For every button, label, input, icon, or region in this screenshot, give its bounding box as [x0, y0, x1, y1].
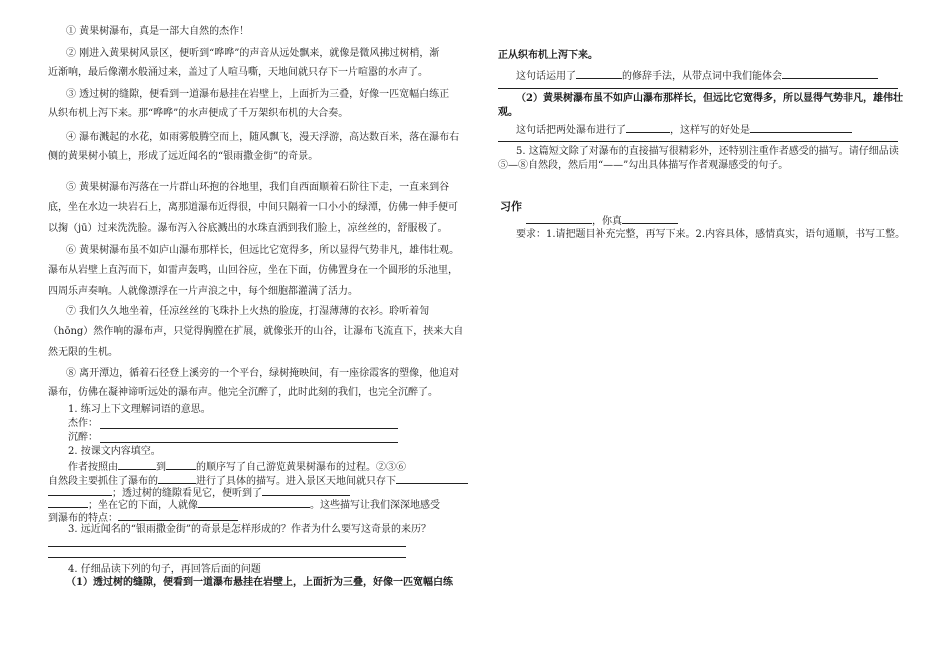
q2-line-5: 到瀑布的特点： [48, 509, 238, 525]
composition-heading: 习作 [500, 200, 522, 213]
q2-blank-to[interactable] [166, 458, 196, 470]
composition-title-blank-1[interactable] [526, 212, 592, 224]
q1-word-a: 杰作： [68, 418, 98, 429]
passage-line: ⑧ 离开潭边，循着石径登上溪旁的一个平台，绿树掩映间，有一座徐霞客的塑像，他追对 [66, 368, 460, 379]
q4-question-1: 这句话运用了 的修辞手法，从带点词中我们能体会 [516, 67, 878, 83]
passage-line: ⑦ 我们久久地坐着，任凉丝丝的飞珠扑上火热的脸庞，打湿薄薄的衣衫。聆听着訇 [66, 306, 430, 317]
composition-requirement: 要求：1.请把题目补充完整，再写下来。2.内容具体，感情真实，语句通顺，书写工整。 [516, 229, 906, 240]
question-2-title: 2. 按课文内容填空。 [68, 446, 161, 457]
q2-blank-heard[interactable] [262, 484, 350, 496]
passage-line: （hōng）然作响的瀑布声，只觉得胸膛在扩展，就像张开的山谷，让瀑布飞流直下，挟来大自 [48, 326, 464, 337]
q4-question-2: 这句话把两处瀑布进行了 ，这样写的好处是 [516, 121, 852, 137]
q2-blank-from[interactable] [118, 458, 156, 470]
question-5-continued: ⑤—⑧自然段，然后用“——”勾出具体描写作者观瀑感受的句子。 [498, 160, 789, 171]
q1-answer-line-b[interactable] [100, 442, 398, 443]
q4-sentence-2: （2）黄果树瀑布虽不如庐山瀑布那样长，但远比它宽得多，所以显得气势非凡，雄伟壮 [516, 93, 903, 104]
q2-line-1: 作者按照由 到 的顺序写了自己游览黄果树瀑布的过程。②③⑥ [68, 458, 406, 474]
passage-line: 瀑布，仿佛在凝神谛听远处的瀑布声。他完全沉醉了，此时此刻的我们，也完全沉醉了。 [48, 387, 438, 398]
q4-sentence-2-continued: 观。 [498, 107, 518, 118]
q2-blank-left[interactable] [396, 472, 468, 484]
passage-line: ⑤ 黄果树瀑布泻落在一片群山环抱的谷地里，我们自西面顺着石阶往下走，一直来到谷 [66, 182, 450, 193]
composition-title-blank-2[interactable] [622, 212, 678, 224]
q4-blank-compare[interactable] [626, 121, 670, 133]
q2-blank-noise[interactable] [48, 484, 112, 496]
q1-word-b: 沉醉： [68, 432, 98, 443]
q3-answer-line-2[interactable] [48, 557, 406, 558]
question-3: 3. 远近闻名的“银雨撒金街”的奇景是怎样形成的？作者为什么要写这奇景的来历？ [68, 524, 431, 535]
q4-answer-line-2[interactable] [498, 141, 898, 142]
q2-blank-feature[interactable] [118, 509, 238, 521]
q2-line-4: ；坐在它的下面，人就像 。这些描写让我们深深地感受 [48, 496, 440, 512]
q4-blank-feel[interactable] [782, 67, 878, 79]
q4-blank-benefit[interactable] [750, 121, 852, 133]
passage-line: 以掬（jū）过来洗洗脸。瀑布泻入谷底溅出的水珠直洒到我们脸上，凉丝丝的，舒服极了。 [48, 223, 448, 234]
passage-line: 底，坐在水边一块岩石上，离那道瀑布近得很，中间只隔着一口小小的绿潭，仿佛一伸手便可 [48, 202, 458, 213]
passage-line: 侧的黄果树小镇上，形成了远近闻名的“银雨撒金街”的奇景。 [48, 151, 319, 162]
q4-blank-rhetoric[interactable] [576, 67, 622, 79]
passage-line: ④ 瀑布溅起的水花，如雨雾般腾空而上，随风飘飞，漫天浮游，高达数百米，落在瀑布右 [66, 132, 460, 143]
q3-answer-line-1[interactable] [48, 546, 406, 547]
passage-line: 近渐响，最后像潮水般涌过来，盖过了人喧马嘶，天地间就只存下一片喧嚣的水声了。 [48, 67, 428, 78]
passage-line: ⑥ 黄果树瀑布虽不如庐山瀑布那样长，但远比它宽得多，所以显得气势非凡，雄伟壮观。 [66, 245, 460, 256]
q4-sentence-1-continued: 正从织布机上泻下来。 [498, 50, 598, 61]
q1-answer-line-a[interactable] [100, 428, 398, 429]
q2-blank-like[interactable] [198, 496, 310, 508]
passage-line: 瀑布从岩壁上直泻而下，如雷声轰鸣，山回谷应，坐在下面，仿佛置身在一个圆形的乐池里， [48, 265, 458, 276]
passage-para-1: ① 黄果树瀑布，真是一部大自然的杰作！ [66, 26, 250, 37]
passage-line: 四周乐声奏响。人就像漂浮在一片声浪之中，每个细胞都灌满了活力。 [48, 286, 358, 297]
q2-line-2: 自然段主要抓住了瀑布的 进行了具体的描写。进入景区天地间就只存下 [48, 472, 468, 488]
q4-sentence-1: （1）透过树的缝隙，便看到一道瀑布悬挂在岩壁上，上面折为三叠，好像一匹宽幅白练 [66, 577, 453, 588]
passage-line: ② 刚进入黄果树风景区，便听到“哗哗”的声音从远处飘来，就像是微风拂过树梢，渐 [66, 48, 440, 59]
passage-line: ③ 透过树的缝隙，便看到一道瀑布悬挂在岩壁上，上面折为三叠，好像一匹宽幅白练正 [66, 89, 450, 100]
q2-line-3: ；透过树的缝隙看见它，便听到了 [48, 484, 350, 500]
question-1-title: 1. 练习上下文理解词语的意思。 [68, 404, 211, 415]
q2-blank-focus[interactable] [158, 472, 196, 484]
passage-line: 从织布机上泻下来。那“哗哗”的水声便成了千万架织布机的大合奏。 [48, 108, 349, 119]
composition-title: ，你真 [526, 212, 678, 228]
question-5: 5. 这篇短文除了对瀑布的直接描写很精彩外，还特别注重作者感受的描写。请仔细品读 [516, 146, 899, 157]
passage-line: 然无限的生机。 [48, 347, 118, 358]
question-4-title: 4. 仔细品读下列的句子，再回答后面的问题 [68, 564, 261, 575]
q2-blank-see[interactable] [48, 496, 88, 508]
q4-answer-line[interactable] [498, 88, 898, 89]
